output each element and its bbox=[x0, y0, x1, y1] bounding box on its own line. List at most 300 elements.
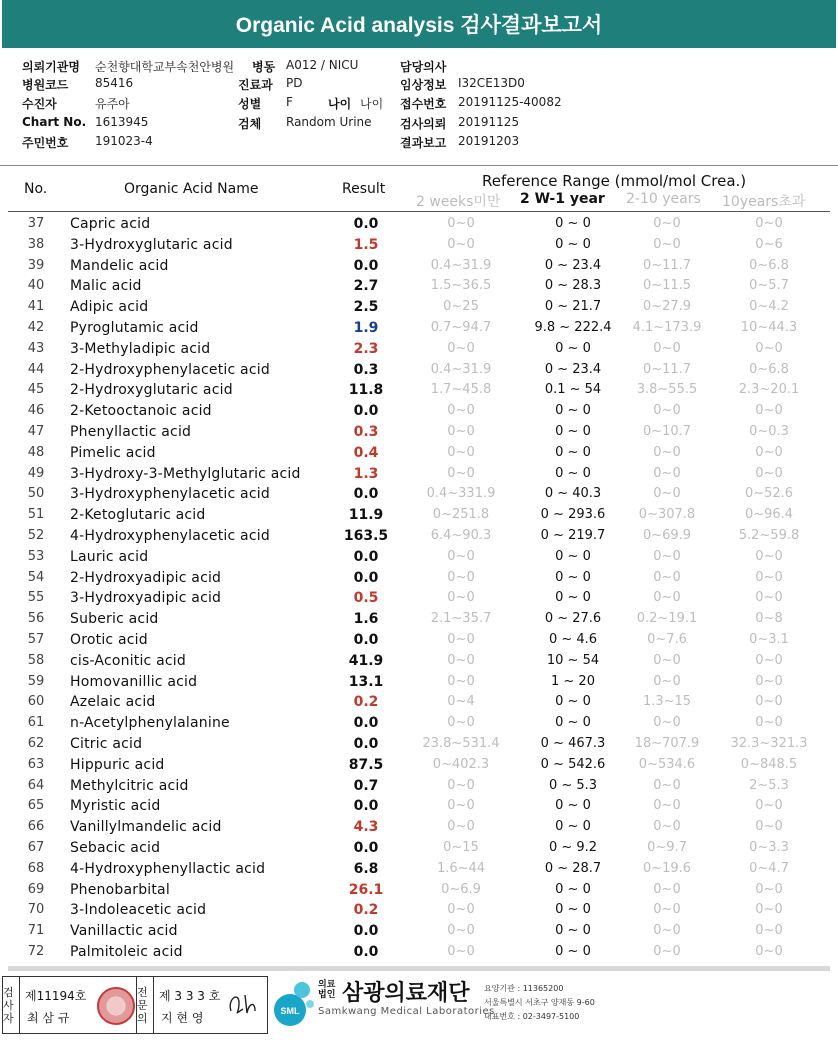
acid-name: Orotic acid bbox=[70, 631, 148, 648]
acid-name: 2-Ketoglutaric acid bbox=[70, 507, 206, 524]
range-2w-1-year: 0 ~ 0 bbox=[555, 881, 591, 897]
org-address: 서울특별시 서초구 양재동 9-60 bbox=[484, 998, 595, 1007]
range-2-10-years: 0~7.6 bbox=[647, 631, 687, 647]
range-2-10-years: 0~11.7 bbox=[642, 257, 692, 273]
range-2-10-years: 0~0 bbox=[653, 902, 681, 918]
acid-name: Methylcitric acid bbox=[70, 777, 189, 794]
result-value: 1.6 bbox=[353, 611, 379, 628]
table-row bbox=[0, 297, 838, 318]
range-2-weeks: 0.4~331.9 bbox=[426, 486, 496, 502]
range-2-weeks: 0~0 bbox=[447, 423, 475, 439]
range-2-weeks: 0~0 bbox=[447, 777, 475, 793]
acid-name: 3-Hydroxyadipic acid bbox=[70, 590, 222, 607]
acid-name: 3-Hydroxyphenylacetic acid bbox=[70, 486, 270, 503]
header-no: No. bbox=[24, 181, 48, 197]
range-over-10-years: 0~0 bbox=[755, 444, 783, 460]
range-over-10-years: 0~0 bbox=[755, 673, 783, 689]
acid-name: 3-Methyladipic acid bbox=[70, 340, 211, 357]
range-2-10-years: 0~0 bbox=[653, 216, 681, 231]
range-2w-1-year: 0 ~ 0 bbox=[555, 902, 591, 918]
range-2-10-years: 0~0 bbox=[653, 548, 681, 564]
ward-label: 병동 bbox=[252, 60, 276, 74]
range-2-weeks: 0~251.8 bbox=[432, 507, 490, 523]
range-2w-1-year: 0 ~ 293.6 bbox=[540, 507, 606, 523]
range-over-10-years: 0~6.8 bbox=[749, 361, 789, 377]
acid-name: 3-Hydroxyglutaric acid bbox=[70, 236, 233, 253]
patient-label: 수진자 bbox=[22, 97, 57, 111]
range-2w-1-year: 0 ~ 0 bbox=[555, 798, 591, 814]
result-value: 0.5 bbox=[353, 590, 379, 607]
result-value: 0.2 bbox=[353, 902, 379, 919]
range-2-weeks: 1.6~44 bbox=[436, 860, 486, 876]
footer-divider bbox=[8, 966, 830, 971]
range-over-10-years: 0~0 bbox=[755, 715, 783, 731]
signature-box bbox=[2, 976, 268, 1034]
org-name: 삼광의료재단 bbox=[342, 981, 470, 1006]
acid-name: 2-Hydroxyadipic acid bbox=[70, 569, 222, 586]
result-value: 163.5 bbox=[343, 527, 389, 544]
patient-info bbox=[0, 52, 838, 162]
acid-name: Lauric acid bbox=[70, 548, 149, 565]
range-2w-1-year: 0 ~ 21.7 bbox=[544, 299, 602, 315]
range-2-weeks: 0~15 bbox=[443, 839, 479, 855]
range-2-10-years: 0~0 bbox=[653, 881, 681, 897]
range-over-10-years: 0~0 bbox=[755, 923, 783, 939]
result-value: 0.0 bbox=[353, 943, 379, 960]
range-2w-1-year: 0 ~ 467.3 bbox=[540, 735, 606, 751]
sml-logo-text: SML bbox=[280, 1006, 300, 1016]
row-number: 54 bbox=[27, 569, 45, 585]
row-number: 53 bbox=[27, 548, 45, 564]
table-row bbox=[0, 401, 838, 422]
acid-name: 4-Hydroxyphenylacetic acid bbox=[70, 527, 270, 544]
row-number: 48 bbox=[27, 444, 45, 460]
result-value: 0.4 bbox=[353, 444, 379, 461]
row-number: 65 bbox=[27, 798, 45, 814]
range-2-10-years: 4.1~173.9 bbox=[632, 319, 702, 335]
result-value: 0.0 bbox=[353, 923, 379, 940]
range-2-weeks: 0~0 bbox=[447, 403, 475, 419]
range-2-weeks: 23.8~531.4 bbox=[422, 735, 500, 751]
range-2w-1-year: 0 ~ 0 bbox=[555, 819, 591, 835]
tester-name: 최 삼 규 bbox=[27, 1011, 70, 1025]
table-row bbox=[0, 339, 838, 360]
range-2-10-years: 0.2~19.1 bbox=[636, 611, 698, 627]
result-value: 0.0 bbox=[353, 715, 379, 732]
result-value: 11.8 bbox=[348, 382, 384, 399]
range-2w-1-year: 0 ~ 0 bbox=[555, 403, 591, 419]
table-row bbox=[0, 235, 838, 256]
range-2-10-years: 0~69.9 bbox=[642, 527, 692, 543]
range-2-10-years: 0~0 bbox=[653, 819, 681, 835]
range-over-10-years: 2~5.3 bbox=[749, 777, 789, 793]
range-2w-1-year: 0 ~ 9.2 bbox=[548, 839, 598, 855]
org-tag: 의료법인 bbox=[318, 980, 336, 1000]
range-over-10-years: 0~0 bbox=[755, 590, 783, 606]
result-value: 0.0 bbox=[353, 257, 379, 274]
range-2w-1-year: 0 ~ 27.6 bbox=[544, 611, 602, 627]
table-row bbox=[0, 838, 838, 859]
result-value: 0.0 bbox=[353, 798, 379, 815]
header-divider bbox=[8, 211, 830, 212]
range-over-10-years: 0~0 bbox=[755, 694, 783, 710]
acid-name: Vanillylmandelic acid bbox=[70, 819, 222, 836]
info-divider bbox=[0, 165, 838, 166]
row-number: 49 bbox=[27, 465, 45, 481]
range-2-10-years: 0~10.7 bbox=[642, 423, 692, 439]
range-over-10-years: 0~4.2 bbox=[749, 299, 789, 315]
range-2-weeks: 0~0 bbox=[447, 652, 475, 668]
table-row bbox=[0, 859, 838, 880]
result-value: 2.3 bbox=[353, 340, 379, 357]
result-value: 0.3 bbox=[353, 423, 379, 440]
hcode-value: 85416 bbox=[95, 76, 134, 90]
ward-value: A012 / NICU bbox=[286, 58, 359, 72]
table-row bbox=[0, 505, 838, 526]
doctor-label: 담당의사 bbox=[400, 60, 447, 74]
table-row bbox=[0, 256, 838, 277]
table-row bbox=[0, 276, 838, 297]
range-2-weeks: 0~0 bbox=[447, 943, 475, 959]
range-2-weeks: 0.7~94.7 bbox=[430, 319, 492, 335]
row-number: 44 bbox=[27, 361, 45, 377]
org-contact bbox=[484, 982, 595, 1024]
range-over-10-years: 0~96.4 bbox=[744, 507, 794, 523]
range-2-10-years: 0~0 bbox=[653, 403, 681, 419]
table-row bbox=[0, 568, 838, 589]
table-row bbox=[0, 817, 838, 838]
result-value: 0.0 bbox=[353, 548, 379, 565]
org-code: 요양기관 : 11365200 bbox=[484, 984, 564, 993]
range-over-10-years: 2.3~20.1 bbox=[738, 382, 800, 398]
range-2-weeks: 0.4~31.9 bbox=[430, 361, 492, 377]
range-2-10-years: 0~0 bbox=[653, 652, 681, 668]
range-over-10-years: 0~3.3 bbox=[749, 839, 789, 855]
table-row bbox=[0, 755, 838, 776]
row-number: 58 bbox=[27, 652, 45, 668]
row-number: 61 bbox=[27, 715, 45, 731]
range-over-10-years: 0~6 bbox=[755, 236, 783, 252]
range-2-weeks: 0~4 bbox=[447, 694, 475, 710]
range-2-weeks: 0~0 bbox=[447, 465, 475, 481]
row-number: 52 bbox=[27, 527, 45, 543]
result-value: 41.9 bbox=[348, 652, 384, 669]
row-number: 37 bbox=[27, 216, 45, 231]
specialist-name: 지 현 영 bbox=[161, 1011, 204, 1025]
range-over-10-years: 0~0 bbox=[755, 943, 783, 959]
row-number: 50 bbox=[27, 486, 45, 502]
sex-value: F bbox=[286, 95, 293, 109]
table-row bbox=[0, 776, 838, 797]
result-value: 11.9 bbox=[348, 507, 384, 524]
range-over-10-years: 0~0.3 bbox=[749, 423, 789, 439]
table-row bbox=[0, 713, 838, 734]
range-2w-1-year: 0 ~ 0 bbox=[555, 444, 591, 460]
row-number: 64 bbox=[27, 777, 45, 793]
acid-name: Palmitoleic acid bbox=[70, 943, 183, 960]
range-2w-1-year: 0 ~ 40.3 bbox=[544, 486, 602, 502]
range-2w-1-year: 0 ~ 542.6 bbox=[540, 756, 606, 772]
range-2w-1-year: 0 ~ 0 bbox=[555, 923, 591, 939]
table-row bbox=[0, 651, 838, 672]
row-number: 42 bbox=[27, 319, 45, 335]
range-2-weeks: 1.7~45.8 bbox=[430, 382, 492, 398]
id-value: 191023-4 bbox=[95, 134, 153, 148]
table-row bbox=[0, 900, 838, 921]
range-2-weeks: 0.4~31.9 bbox=[430, 257, 492, 273]
header-age-4: 10years초과 bbox=[722, 194, 806, 210]
row-number: 45 bbox=[27, 382, 45, 398]
range-2-weeks: 0~0 bbox=[447, 673, 475, 689]
acid-name: Suberic acid bbox=[70, 611, 159, 628]
table-row bbox=[0, 484, 838, 505]
acid-name: 4-Hydroxyphenyllactic acid bbox=[70, 860, 266, 877]
result-table bbox=[0, 214, 838, 963]
result-value: 0.0 bbox=[353, 569, 379, 586]
report-footer bbox=[0, 974, 838, 1040]
range-2-weeks: 0~402.3 bbox=[432, 756, 490, 772]
signature-icon bbox=[225, 989, 261, 1021]
age-value: 나이 bbox=[360, 97, 384, 111]
hospital-value: 순천향대학교부속천안병원 bbox=[95, 60, 235, 74]
clinical-label: 임상정보 bbox=[400, 78, 447, 92]
reception-label: 접수번호 bbox=[400, 97, 447, 111]
row-number: 59 bbox=[27, 673, 45, 689]
range-2-10-years: 0~11.7 bbox=[642, 361, 692, 377]
range-2w-1-year: 9.8 ~ 222.4 bbox=[534, 319, 612, 335]
row-number: 70 bbox=[27, 902, 45, 918]
row-number: 63 bbox=[27, 756, 45, 772]
row-number: 55 bbox=[27, 590, 45, 606]
range-2w-1-year: 1 ~ 20 bbox=[551, 673, 595, 689]
seal-icon bbox=[97, 987, 135, 1025]
specialist-number: 제 3 3 3 호 bbox=[159, 989, 221, 1003]
row-number: 57 bbox=[27, 631, 45, 647]
range-2w-1-year: 0 ~ 0 bbox=[555, 216, 591, 231]
range-2-10-years: 0~11.5 bbox=[642, 278, 692, 294]
range-2-weeks: 0~0 bbox=[447, 340, 475, 356]
range-over-10-years: 0~0 bbox=[755, 652, 783, 668]
range-2w-1-year: 0 ~ 28.3 bbox=[544, 278, 602, 294]
range-2w-1-year: 0 ~ 0 bbox=[555, 590, 591, 606]
range-2-10-years: 0~0 bbox=[653, 340, 681, 356]
range-2w-1-year: 0 ~ 0 bbox=[555, 694, 591, 710]
result-value: 0.7 bbox=[353, 777, 379, 794]
report-title: Organic Acid analysis 검사결과보고서 bbox=[2, 0, 836, 48]
range-2w-1-year: 0 ~ 0 bbox=[555, 236, 591, 252]
range-2-10-years: 0~0 bbox=[653, 236, 681, 252]
range-2-weeks: 0~0 bbox=[447, 715, 475, 731]
result-value: 13.1 bbox=[348, 673, 384, 690]
row-number: 39 bbox=[27, 257, 45, 273]
header-result: Result bbox=[342, 181, 386, 197]
range-over-10-years: 0~6.8 bbox=[749, 257, 789, 273]
table-row bbox=[0, 630, 838, 651]
report-label: 결과보고 bbox=[400, 136, 447, 150]
acid-name: Pyroglutamic acid bbox=[70, 319, 199, 336]
range-2-10-years: 0~0 bbox=[653, 590, 681, 606]
range-over-10-years: 0~52.6 bbox=[744, 486, 794, 502]
table-row bbox=[0, 547, 838, 568]
range-2w-1-year: 0.1 ~ 54 bbox=[544, 382, 602, 398]
row-number: 51 bbox=[27, 507, 45, 523]
specimen-value: Random Urine bbox=[286, 115, 372, 129]
header-age-2: 2 W-1 year bbox=[520, 191, 605, 207]
header-name: Organic Acid Name bbox=[124, 181, 259, 197]
range-over-10-years: 0~4.7 bbox=[749, 860, 789, 876]
acid-name: Myristic acid bbox=[70, 798, 161, 815]
table-row bbox=[0, 214, 838, 235]
range-2-10-years: 0~0 bbox=[653, 673, 681, 689]
row-number: 66 bbox=[27, 819, 45, 835]
range-2-10-years: 0~534.6 bbox=[638, 756, 696, 772]
range-2w-1-year: 0 ~ 219.7 bbox=[540, 527, 606, 543]
acid-name: 2-Ketooctanoic acid bbox=[70, 403, 212, 420]
row-number: 69 bbox=[27, 881, 45, 897]
range-2w-1-year: 0 ~ 0 bbox=[555, 340, 591, 356]
acid-name: Vanillactic acid bbox=[70, 923, 178, 940]
range-2w-1-year: 0 ~ 5.3 bbox=[548, 777, 598, 793]
range-2-weeks: 0~0 bbox=[447, 902, 475, 918]
result-value: 6.8 bbox=[353, 860, 379, 877]
range-2-10-years: 3.8~55.5 bbox=[636, 382, 698, 398]
table-row bbox=[0, 588, 838, 609]
range-2-weeks: 2.1~35.7 bbox=[430, 611, 492, 627]
row-number: 62 bbox=[27, 735, 45, 751]
acid-name: 3-Indoleacetic acid bbox=[70, 902, 207, 919]
table-row bbox=[0, 526, 838, 547]
specimen-label: 검체 bbox=[238, 117, 262, 131]
range-2-10-years: 0~0 bbox=[653, 444, 681, 460]
row-number: 72 bbox=[27, 943, 45, 959]
row-number: 41 bbox=[27, 299, 45, 315]
result-value: 4.3 bbox=[353, 819, 379, 836]
range-over-10-years: 0~0 bbox=[755, 340, 783, 356]
result-value: 0.0 bbox=[353, 735, 379, 752]
row-number: 43 bbox=[27, 340, 45, 356]
acid-name: Malic acid bbox=[70, 278, 142, 295]
result-value: 2.5 bbox=[353, 299, 379, 316]
table-row bbox=[0, 318, 838, 339]
range-2-weeks: 0~0 bbox=[447, 236, 475, 252]
range-2-10-years: 0~307.8 bbox=[638, 507, 696, 523]
range-2-weeks: 0~0 bbox=[447, 923, 475, 939]
result-value: 0.0 bbox=[353, 486, 379, 503]
range-2-10-years: 0~9.7 bbox=[647, 839, 687, 855]
age-label: 나이 bbox=[328, 97, 352, 111]
acid-name: Mandelic acid bbox=[70, 257, 169, 274]
org-english-name: Samkwang Medical Laboratories bbox=[318, 1006, 495, 1017]
row-number: 40 bbox=[27, 278, 45, 294]
range-2-weeks: 0~6.9 bbox=[441, 881, 481, 897]
dept-value: PD bbox=[286, 76, 303, 90]
clinical-value: I32CE13D0 bbox=[458, 76, 525, 90]
acid-name: Azelaic acid bbox=[70, 694, 156, 711]
reception-value: 20191125-40082 bbox=[458, 95, 562, 109]
table-row bbox=[0, 692, 838, 713]
range-over-10-years: 0~0 bbox=[755, 403, 783, 419]
range-over-10-years: 0~8 bbox=[755, 611, 783, 627]
range-over-10-years: 0~0 bbox=[755, 819, 783, 835]
range-2-weeks: 0~0 bbox=[447, 819, 475, 835]
range-2w-1-year: 0 ~ 0 bbox=[555, 423, 591, 439]
range-2-weeks: 1.5~36.5 bbox=[430, 278, 492, 294]
hcode-label: 병원코드 bbox=[22, 78, 69, 92]
range-over-10-years: 0~0 bbox=[755, 798, 783, 814]
table-row bbox=[0, 360, 838, 381]
result-value: 0.3 bbox=[353, 361, 379, 378]
patient-value: 유주아 bbox=[95, 97, 130, 111]
range-2-weeks: 0~0 bbox=[447, 798, 475, 814]
range-2w-1-year: 0 ~ 28.7 bbox=[544, 860, 602, 876]
row-number: 71 bbox=[27, 923, 45, 939]
request-label: 검사의뢰 bbox=[400, 117, 447, 131]
range-2-10-years: 0~19.6 bbox=[642, 860, 692, 876]
range-over-10-years: 0~0 bbox=[755, 881, 783, 897]
range-2-10-years: 0~0 bbox=[653, 923, 681, 939]
table-row bbox=[0, 609, 838, 630]
acid-name: cis-Aconitic acid bbox=[70, 652, 186, 669]
range-2-weeks: 0~0 bbox=[447, 590, 475, 606]
specialist-vertical-label: 전문의 bbox=[136, 977, 154, 1033]
table-row bbox=[0, 443, 838, 464]
range-2-10-years: 0~0 bbox=[653, 943, 681, 959]
result-value: 0.0 bbox=[353, 631, 379, 648]
header-age-1: 2 weeks미만 bbox=[416, 194, 501, 210]
acid-name: Hippuric acid bbox=[70, 756, 165, 773]
range-over-10-years: 0~848.5 bbox=[740, 756, 798, 772]
result-value: 1.3 bbox=[353, 465, 379, 482]
acid-name: n-Acetylphenylalanine bbox=[70, 715, 230, 732]
range-2-10-years: 0~27.9 bbox=[642, 299, 692, 315]
header-age-3: 2-10 years bbox=[626, 191, 701, 207]
table-row bbox=[0, 921, 838, 942]
dept-label: 진료과 bbox=[238, 78, 273, 92]
acid-name: Pimelic acid bbox=[70, 444, 156, 461]
table-row bbox=[0, 464, 838, 485]
range-2-10-years: 0~0 bbox=[653, 486, 681, 502]
acid-name: Capric acid bbox=[70, 216, 151, 232]
acid-name: 2-Hydroxyphenylacetic acid bbox=[70, 361, 270, 378]
row-number: 68 bbox=[27, 860, 45, 876]
header-reference: Reference Range (mmol/mol Crea.) bbox=[482, 172, 747, 190]
chart-value: 1613945 bbox=[95, 115, 149, 129]
range-over-10-years: 0~0 bbox=[755, 465, 783, 481]
range-2-weeks: 0~0 bbox=[447, 548, 475, 564]
table-row bbox=[0, 380, 838, 401]
table-row bbox=[0, 796, 838, 817]
range-2w-1-year: 0 ~ 0 bbox=[555, 943, 591, 959]
range-2-10-years: 18~707.9 bbox=[634, 735, 700, 751]
result-value: 0.0 bbox=[353, 216, 379, 232]
range-2-10-years: 0~0 bbox=[653, 798, 681, 814]
range-2-10-years: 1.3~15 bbox=[642, 694, 692, 710]
range-over-10-years: 5.2~59.8 bbox=[738, 527, 800, 543]
report-value: 20191203 bbox=[458, 134, 520, 148]
result-value: 87.5 bbox=[348, 756, 384, 773]
result-value: 2.7 bbox=[353, 278, 379, 295]
id-label: 주민번호 bbox=[22, 136, 69, 150]
acid-name: Homovanillic acid bbox=[70, 673, 198, 690]
result-value: 0.0 bbox=[353, 403, 379, 420]
range-over-10-years: 0~5.7 bbox=[749, 278, 789, 294]
range-2w-1-year: 0 ~ 0 bbox=[555, 569, 591, 585]
range-2-weeks: 0~0 bbox=[447, 216, 475, 231]
row-number: 46 bbox=[27, 403, 45, 419]
acid-name: Sebacic acid bbox=[70, 839, 161, 856]
acid-name: Phenobarbital bbox=[70, 881, 170, 898]
range-over-10-years: 32.3~321.3 bbox=[730, 735, 808, 751]
